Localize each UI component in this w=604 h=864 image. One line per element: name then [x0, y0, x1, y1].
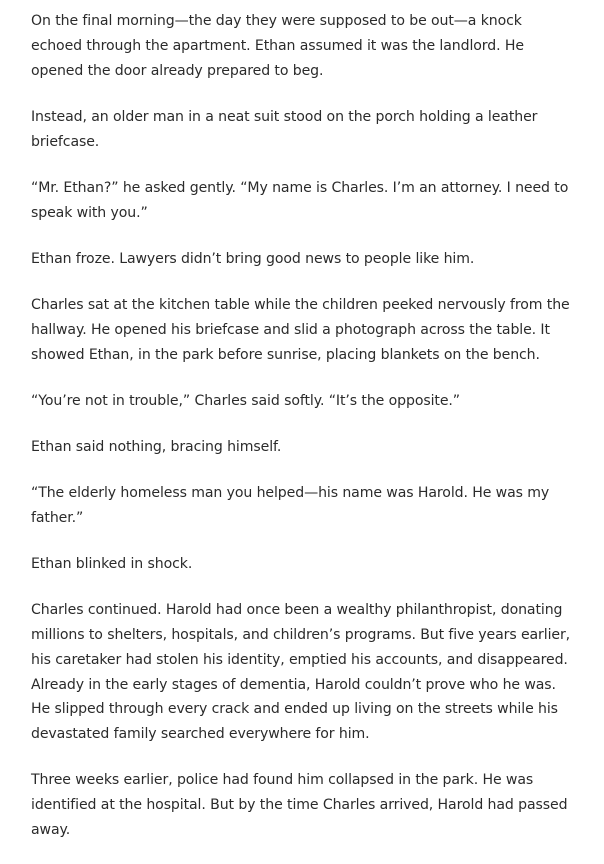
paragraph: Ethan said nothing, bracing himself.: [31, 438, 282, 455]
paragraph: Instead, an older man in a neat suit stood on the porch holding a leather briefcase.: [31, 108, 538, 150]
paragraph: Charles sat at the kitchen table while the children peeked nervously from the hallway. He opened his briefcase and slid a photograph across the table. It showed Ethan, in the park before sunrise, placing blankets on the bench.: [31, 296, 570, 363]
paragraph: On the final morning—the day they were supposed to be out—a knock echoed through the apartment. Ethan assumed it was the landlord. He opened the door already prepared to beg.: [31, 13, 524, 79]
paragraph: “Mr. Ethan?” he asked gently. “My name is Charles. I’m an attorney. I need to speak with you.”: [31, 179, 569, 221]
paragraph: Ethan blinked in shock.: [31, 556, 193, 573]
paragraph: Charles continued. Harold had once been a wealthy philanthropist, donating millions to shelters, hospitals, and children’s programs. But five years earlier, his caretaker had stolen his identity, emptied his accounts, and disappeared. Already in the early stages of dementia, Harold couldn’t prove who he was. He slipped through every crack and ended up living on the streets while his devastated family searched everywhere for him.: [31, 602, 571, 743]
article-body: [31, 9, 576, 864]
paragraph: “You’re not in trouble,” Charles said softly. “It’s the opposite.”: [31, 392, 460, 409]
paragraph: “The elderly homeless man you helped—his name was Harold. He was my father.”: [31, 485, 550, 526]
paragraph: Ethan froze. Lawyers didn’t bring good news to people like him.: [31, 250, 475, 267]
paragraph: Three weeks earlier, police had found him collapsed in the park. He was identified at the hospital. But by the time Charles arrived, Harold had passed away.: [31, 772, 568, 839]
